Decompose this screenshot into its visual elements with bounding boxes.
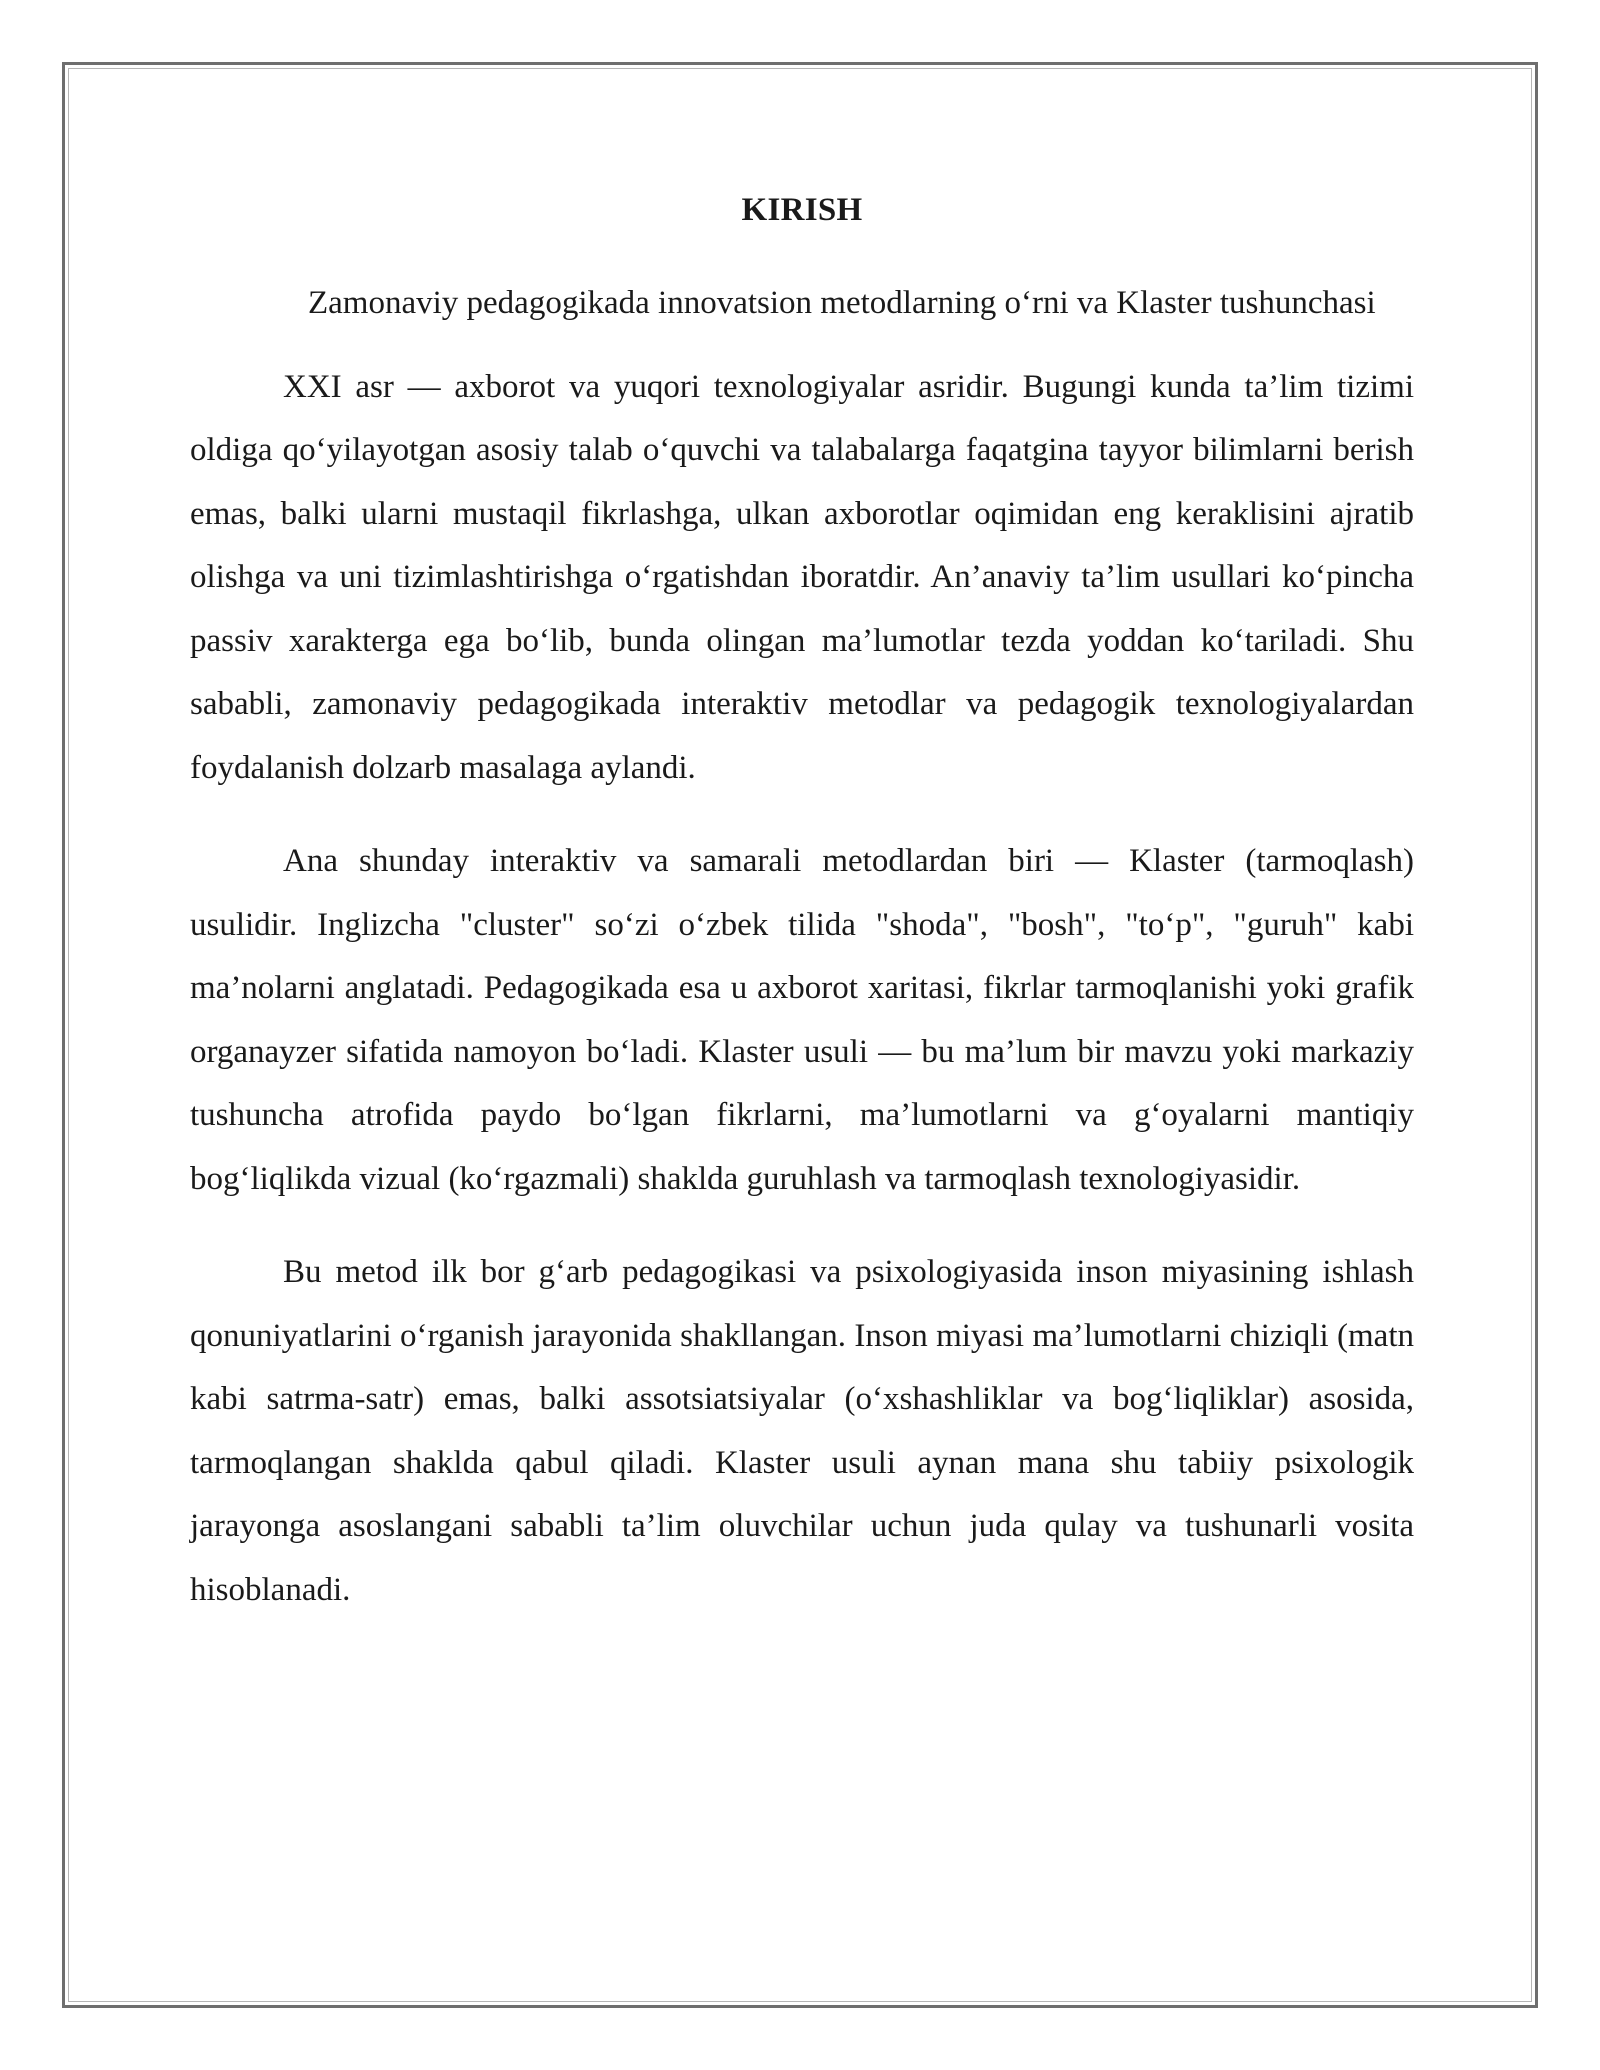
paragraph-1: XXI asr — axborot va yuqori texnologiyalar asridir. Bugungi kunda ta’lim tizimi oldiga qo‘yilayotgan asosiy talab o‘quvchi va talabalarga faqatgina tayyor bilimlarni berish emas, balki ularni mustaqil fikrlashga, ulkan axborotlar oqimidan eng keraklisini ajratib olishga va uni tizimlashtirishga o‘rgatishdan iboratdir. An’anaviy ta’lim usullari ko‘pincha passiv xarakterga ega bo‘lib, bunda olingan ma’lumotlar tezda yoddan ko‘tariladi. Shu sababli, zamonaviy pedagogikada interaktiv metodlar va pedagogik texnologiyalardan foydalanish dolzarb masalaga aylandi. xyxy=(190,368,1414,786)
document-body xyxy=(190,186,1414,1652)
section-subtitle: Zamonaviy pedagogikada innovatsion metodlarning o‘rni va Klaster tushunchasi xyxy=(308,285,1376,321)
paragraph-2: Ana shunday interaktiv va samarali metodlardan biri — Klaster (tarmoqlash) usulidir. Inglizcha "cluster" so‘zi o‘zbek tilida "shoda", "bosh", "to‘p", "guruh" kabi ma’nolarni anglatadi. Pedagogikada esa u axborot xaritasi, fikrlar tarmoqlanishi yoki grafik organayzer sifatida namoyon bo‘ladi. Klaster usuli — bu ma’lum bir mavzu yoki markaziy tushuncha atrofida paydo bo‘lgan fikrlarni, ma’lumotlarni va g‘oyalarni mantiqiy bog‘liqlikda vizual (ko‘rgazmali) shaklda guruhlash va tarmoqlash texnologiyasidir. xyxy=(190,843,1414,1197)
document-heading: KIRISH xyxy=(741,192,863,228)
paragraph-3: Bu metod ilk bor g‘arb pedagogikasi va psixologiyasida inson miyasining ishlash qonuniyatlarini o‘rganish jarayonida shakllangan. Inson miyasi ma’lumotlarni chiziqli (matn kabi satrma-satr) emas, balki assotsiatsiyalar (o‘xshashliklar va bog‘liqliklar) asosida, tarmoqlangan shaklda qabul qiladi. Klaster usuli aynan mana shu tabiiy psixologik jarayonga asoslangani sababli ta’lim oluvchilar uchun juda qulay va tushunarli vosita hisoblanadi. xyxy=(190,1254,1414,1608)
